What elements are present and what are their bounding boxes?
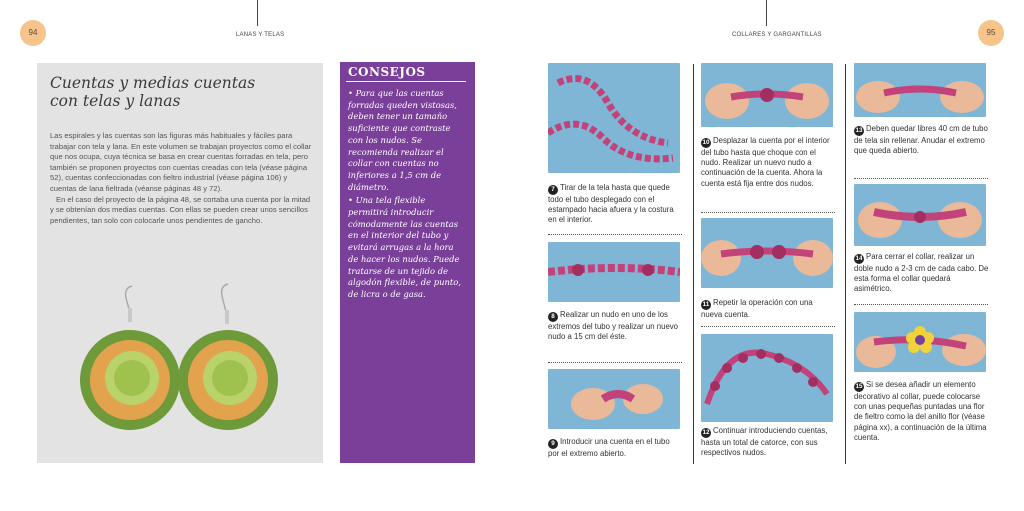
- step-text: Para cerrar el collar, realizar un doble nudo a 2-3 cm de cada cabo. De esta forma el collar quedará asimétrico.: [854, 252, 989, 294]
- step-separator: [701, 326, 835, 327]
- step-14-photo: [854, 184, 986, 246]
- left-page-number: 94: [20, 20, 46, 46]
- step-9: [548, 437, 682, 459]
- tips-title: CONSEJOS: [348, 65, 426, 79]
- left-running-head: LANAS Y TELAS: [236, 32, 285, 38]
- step-text: Continuar introduciendo cuentas, hasta un total de catorce, con sus respectivos nudos.: [701, 426, 828, 458]
- earrings-photo: [70, 280, 310, 440]
- article-title-line1: Cuentas y medias cuentas: [50, 74, 256, 92]
- right-running-head: COLLARES Y GARGANTILLAS: [732, 32, 822, 38]
- step-separator: [854, 304, 988, 305]
- step-12: [701, 426, 835, 458]
- step-7-photo: [548, 63, 680, 173]
- tips-title-rule: [346, 81, 466, 82]
- article-paragraph-1: Las espirales y las cuentas son las figuras más habituales y fáciles para trabajar con tela y lana. En este volumen se trabajan proyectos como el collar que nos ocupa, cuya técnica se basa en crear cuentas forradas en tela, pero también se proponen proyectos con cuentas creadas con tela (véase página 52), cuentas confeccionadas con fieltro industrial (véase página 106) y cuentas de lana fieltrada (véanse páginas 48 y 72).: [50, 131, 312, 193]
- step-15-photo: [854, 312, 986, 372]
- step-text: Realizar un nudo en uno de los extremos del tubo y realizar un nuevo nudo a 15 cm del éste.: [548, 310, 679, 342]
- article-paragraph-2: En el caso del proyecto de la página 48, se cortaba una cuenta por la mitad y se obtenían dos medias cuentas. Con ellas se pueden crear unos sencillos pendientes, tan solo con colocarle unos pendientes de gancho.: [50, 194, 311, 225]
- step-15: [854, 380, 990, 443]
- step-number: 10: [702, 139, 710, 146]
- right-header-rule: [766, 0, 767, 26]
- article-body: [50, 131, 312, 226]
- step-7: [548, 183, 682, 226]
- step-separator: [548, 234, 682, 235]
- step-text: Introducir una cuenta en el tubo por el extremo abierto.: [548, 437, 670, 458]
- step-number: 7: [548, 185, 558, 195]
- tips-text: [348, 88, 466, 301]
- step-text: Deben quedar libres 40 cm de tubo de tela sin rellenar. Anudar el extremo que queda abierto.: [854, 124, 988, 156]
- left-header-rule: [257, 0, 258, 26]
- step-12-photo: [701, 334, 833, 422]
- step-number: 11: [702, 301, 710, 308]
- step-number: 14: [855, 255, 863, 262]
- step-text: Si se desea añadir un elemento decorativo al collar, puede colocarse con unas pequeñas puntadas una flor de fieltro como la del anillo flor (véase página xx), a continuación de la última cuenta.: [854, 380, 987, 442]
- step-text: Repetir la operación con una nueva cuenta.: [701, 298, 813, 319]
- step-14: [854, 252, 990, 295]
- article-title-line2: con telas y lanas: [50, 92, 181, 110]
- step-13-photo: [854, 63, 986, 117]
- step-number: 13: [855, 127, 863, 134]
- step-number: 9: [548, 439, 558, 449]
- step-text: Desplazar la cuenta por el interior del tubo hasta que choque con el nudo. Realizar un nuevo nudo a continuación de la cuenta. Ahora la cuenta está fija entre dos nudos.: [701, 136, 830, 188]
- step-number: 8: [548, 312, 558, 322]
- step-8-photo: [548, 242, 680, 302]
- step-text: Tirar de la tela hasta que quede todo el tubo desplegado con el estampado hacia afuera y la costura en el interior.: [548, 183, 674, 225]
- column-divider: [693, 64, 694, 464]
- article-title: [50, 74, 310, 110]
- right-page-number: 95: [978, 20, 1004, 46]
- step-separator: [548, 362, 682, 363]
- step-8: [548, 310, 682, 342]
- tip-2: • Una tela flexible permitirá introducir cómodamente las cuentas en el interior del tubo y evitará arrugas a la hora de hacer los nudos. Puede tratarse de un tejido de algodón flexible, de punto, de licra o de gasa.: [348, 195, 461, 299]
- step-10-photo: [701, 63, 833, 127]
- column-divider: [845, 64, 846, 464]
- step-separator: [701, 212, 835, 213]
- step-13: [854, 124, 990, 156]
- step-separator: [854, 178, 988, 179]
- step-9-photo: [548, 369, 680, 429]
- step-number: 12: [702, 429, 710, 436]
- step-11: [701, 298, 835, 320]
- step-10: [701, 136, 835, 189]
- step-number: 15: [855, 383, 863, 390]
- step-11-photo: [701, 218, 833, 288]
- tip-1: • Para que las cuentas forradas queden vistosas, deben tener un tamaño suficiente que contraste con los nudos. Se recomienda realizar el collar con cuentas no inferiores a 1,5 cm de diámetro.: [348, 88, 457, 192]
